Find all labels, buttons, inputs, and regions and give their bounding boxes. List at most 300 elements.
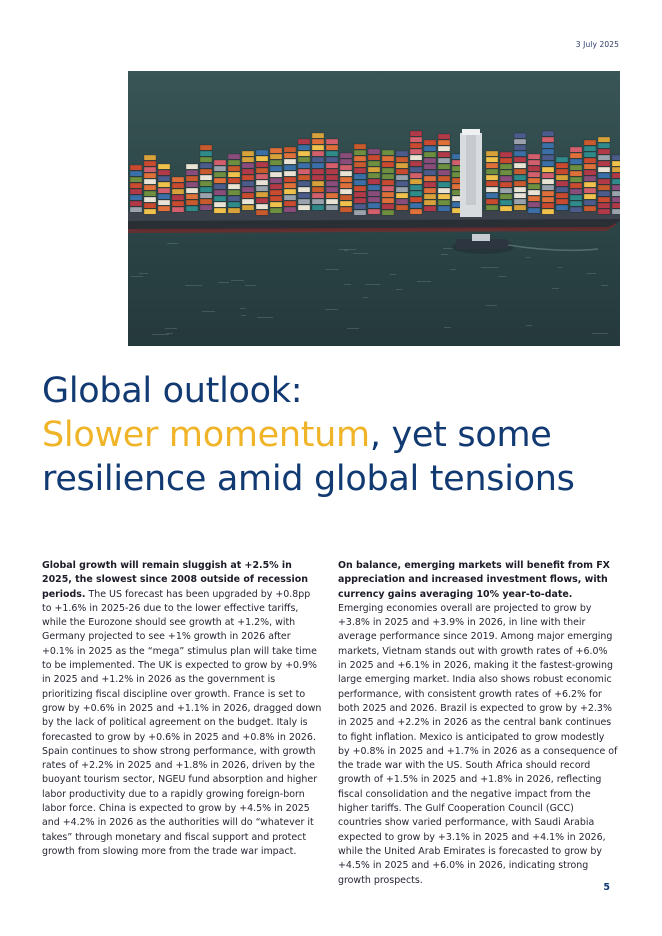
shipping-container xyxy=(298,169,310,174)
shipping-container xyxy=(382,150,394,155)
shipping-container xyxy=(542,137,554,142)
water-ripple xyxy=(390,274,396,275)
shipping-container xyxy=(410,209,422,214)
shipping-container xyxy=(214,184,226,189)
shipping-container xyxy=(158,188,170,193)
shipping-container xyxy=(242,205,254,210)
shipping-container xyxy=(312,193,324,198)
shipping-container xyxy=(410,167,422,172)
shipping-container xyxy=(144,179,156,184)
shipping-container xyxy=(130,189,142,194)
shipping-container xyxy=(556,181,568,186)
shipping-container xyxy=(340,171,352,176)
shipping-container xyxy=(270,190,282,195)
shipping-container xyxy=(284,177,296,182)
shipping-container xyxy=(424,206,436,211)
water-ripple xyxy=(586,273,596,274)
shipping-container xyxy=(172,189,184,194)
headline-line-1: Global outlook: xyxy=(42,371,303,411)
shipping-container xyxy=(528,190,540,195)
shipping-container xyxy=(270,184,282,189)
shipping-container xyxy=(410,197,422,202)
shipping-container xyxy=(214,196,226,201)
shipping-container xyxy=(200,157,212,162)
shipping-container xyxy=(256,156,268,161)
shipping-container xyxy=(242,175,254,180)
shipping-container xyxy=(368,155,380,160)
shipping-container xyxy=(598,209,610,214)
shipping-container xyxy=(228,190,240,195)
lead-sentence-right: On balance, emerging markets will benefit from FX appreciation and increased investment flows, with currency gains averaging 10% year-to-date. xyxy=(338,560,610,600)
shipping-container xyxy=(284,189,296,194)
shipping-container xyxy=(298,163,310,168)
shipping-container xyxy=(500,176,512,181)
shipping-container xyxy=(438,206,450,211)
shipping-container xyxy=(228,196,240,201)
water-ripple xyxy=(526,257,530,258)
shipping-container xyxy=(542,143,554,148)
shipping-container xyxy=(312,187,324,192)
shipping-container xyxy=(500,188,512,193)
shipping-container xyxy=(186,170,198,175)
shipping-container xyxy=(354,198,366,203)
shipping-container xyxy=(486,193,498,198)
shipping-container xyxy=(514,163,526,168)
shipping-container xyxy=(598,173,610,178)
paragraph-right xyxy=(338,559,618,888)
shipping-container xyxy=(326,187,338,192)
shipping-container xyxy=(542,149,554,154)
shipping-container xyxy=(500,158,512,163)
shipping-container xyxy=(256,186,268,191)
shipping-container xyxy=(186,164,198,169)
shipping-container xyxy=(570,183,582,188)
shipping-container xyxy=(612,209,620,214)
shipping-container xyxy=(584,146,596,151)
water-ripple xyxy=(202,311,215,312)
shipping-container xyxy=(612,167,620,172)
shipping-container xyxy=(298,187,310,192)
shipping-container xyxy=(486,187,498,192)
shipping-container xyxy=(326,151,338,156)
body-text-left: The US forecast has been upgraded by +0.8pp to +1.6% in 2025-26 due to the lower effective tariffs, while the Eurozone should see growth at +1.2%, with Germany projected to see +1% growth in 2026 after +0.1% in 2025 as the “mega” stimulus plan will take time to be implemented. The UK is expected to grow by +0.9% in 2025 and +1.2% in 2026 as the government is prioritizing fiscal discipline over growth. France is set to grow by +0.6% in 2025 and +1.1% in 2026, dragged down by the lack of political agreement on the budget. Italy is forecasted to grow by +0.6% in 2025 and +0.8% in 2026. Spain continues to show strong performance, with growth rates of +2.2% in 2025 and +1.8% in 2026, driven by the buoyant tourism sector, NGEU fund absorption and higher labor productivity due to a rapidly growing foreign-born labor force. China is expected to grow by +4.5% in 2025 and +4.2% in 2026 as the authorities will do “whatever it takes” through monetary and fiscal support and protect growth from slowing more from the trade war impact. xyxy=(42,588,322,857)
shipping-container xyxy=(570,201,582,206)
shipping-container xyxy=(256,174,268,179)
water-ripple xyxy=(218,282,229,283)
shipping-container xyxy=(298,175,310,180)
shipping-container xyxy=(270,178,282,183)
shipping-container xyxy=(130,201,142,206)
shipping-container xyxy=(438,146,450,151)
shipping-container xyxy=(368,161,380,166)
shipping-container xyxy=(368,167,380,172)
water-ripple xyxy=(526,325,532,326)
shipping-container xyxy=(312,163,324,168)
shipping-container xyxy=(172,177,184,182)
shipping-container xyxy=(312,205,324,210)
shipping-container xyxy=(584,194,596,199)
water-ripple xyxy=(165,328,177,329)
shipping-container xyxy=(242,193,254,198)
headline-line-2-rest: , yet some xyxy=(369,415,552,455)
shipping-container xyxy=(570,177,582,182)
paragraph-left xyxy=(42,559,322,859)
water-ripple xyxy=(417,281,431,282)
shipping-container xyxy=(284,159,296,164)
shipping-container xyxy=(424,170,436,175)
headline-line-2 xyxy=(42,413,622,457)
shipping-container xyxy=(598,179,610,184)
water-ripple xyxy=(552,288,559,289)
shipping-container xyxy=(424,158,436,163)
shipping-container xyxy=(270,154,282,159)
shipping-container xyxy=(598,155,610,160)
shipping-container xyxy=(228,208,240,213)
shipping-container xyxy=(130,177,142,182)
shipping-container xyxy=(256,198,268,203)
shipping-container xyxy=(396,151,408,156)
shipping-container xyxy=(542,161,554,166)
shipping-container xyxy=(340,183,352,188)
shipping-container xyxy=(542,191,554,196)
shipping-container xyxy=(312,133,324,138)
shipping-container xyxy=(500,206,512,211)
shipping-container xyxy=(486,163,498,168)
shipping-container xyxy=(424,164,436,169)
shipping-container xyxy=(382,168,394,173)
shipping-container xyxy=(612,185,620,190)
shipping-container xyxy=(368,197,380,202)
water-ripple xyxy=(486,305,497,306)
water-ripple xyxy=(444,327,451,328)
shipping-container xyxy=(340,177,352,182)
shipping-container xyxy=(270,202,282,207)
shipping-container xyxy=(158,170,170,175)
shipping-container xyxy=(228,184,240,189)
shipping-container xyxy=(424,176,436,181)
shipping-container xyxy=(514,175,526,180)
shipping-container xyxy=(200,163,212,168)
shipping-container xyxy=(228,154,240,159)
water-ripple xyxy=(339,249,356,250)
ship-bridge-top xyxy=(462,129,480,135)
body-column-left xyxy=(42,559,322,859)
shipping-container xyxy=(584,188,596,193)
shipping-container xyxy=(298,151,310,156)
shipping-container xyxy=(598,161,610,166)
shipping-container xyxy=(542,167,554,172)
shipping-container xyxy=(270,160,282,165)
shipping-container xyxy=(326,163,338,168)
shipping-container xyxy=(242,199,254,204)
shipping-container xyxy=(242,169,254,174)
shipping-container xyxy=(570,189,582,194)
shipping-container xyxy=(556,199,568,204)
shipping-container xyxy=(486,169,498,174)
shipping-container xyxy=(256,168,268,173)
shipping-container xyxy=(410,161,422,166)
shipping-container xyxy=(396,157,408,162)
shipping-container xyxy=(144,167,156,172)
water-ripple xyxy=(152,334,169,335)
shipping-container xyxy=(438,152,450,157)
shipping-container xyxy=(312,145,324,150)
shipping-container xyxy=(354,156,366,161)
shipping-container xyxy=(340,201,352,206)
shipping-container xyxy=(270,208,282,213)
shipping-container xyxy=(612,203,620,208)
shipping-container xyxy=(424,188,436,193)
shipping-container xyxy=(200,193,212,198)
shipping-container xyxy=(528,172,540,177)
shipping-container xyxy=(612,197,620,202)
shipping-container xyxy=(312,175,324,180)
shipping-container xyxy=(382,156,394,161)
shipping-container xyxy=(382,198,394,203)
shipping-container xyxy=(242,187,254,192)
shipping-container xyxy=(200,145,212,150)
shipping-container xyxy=(514,193,526,198)
water-ripple xyxy=(441,254,448,255)
shipping-container xyxy=(542,155,554,160)
shipping-container xyxy=(298,193,310,198)
shipping-container xyxy=(340,189,352,194)
hero-image-container-ship xyxy=(128,71,620,346)
shipping-container xyxy=(500,170,512,175)
shipping-container xyxy=(130,165,142,170)
shipping-container xyxy=(326,157,338,162)
shipping-container xyxy=(396,175,408,180)
shipping-container xyxy=(144,155,156,160)
shipping-container xyxy=(172,207,184,212)
shipping-container xyxy=(598,143,610,148)
shipping-container xyxy=(556,187,568,192)
shipping-container xyxy=(242,151,254,156)
shipping-container xyxy=(284,147,296,152)
shipping-container xyxy=(158,206,170,211)
shipping-container xyxy=(368,149,380,154)
shipping-container xyxy=(186,188,198,193)
shipping-container xyxy=(438,134,450,139)
shipping-container xyxy=(500,182,512,187)
shipping-container xyxy=(368,173,380,178)
shipping-container xyxy=(158,194,170,199)
shipping-container xyxy=(500,200,512,205)
shipping-container xyxy=(200,181,212,186)
shipping-container xyxy=(326,175,338,180)
shipping-container xyxy=(500,164,512,169)
shipping-container xyxy=(556,169,568,174)
shipping-container xyxy=(542,185,554,190)
shipping-container xyxy=(542,131,554,136)
shipping-container xyxy=(528,154,540,159)
shipping-container xyxy=(514,199,526,204)
shipping-container xyxy=(214,178,226,183)
water-ripple xyxy=(481,267,498,268)
shipping-container xyxy=(570,171,582,176)
shipping-container xyxy=(438,158,450,163)
shipping-container xyxy=(556,157,568,162)
shipping-container xyxy=(438,194,450,199)
shipping-container xyxy=(382,180,394,185)
shipping-container xyxy=(354,186,366,191)
water-ripple xyxy=(365,284,380,285)
shipping-container xyxy=(396,181,408,186)
shipping-container xyxy=(186,182,198,187)
shipping-container xyxy=(368,203,380,208)
shipping-container xyxy=(284,207,296,212)
shipping-container xyxy=(256,192,268,197)
shipping-container xyxy=(410,137,422,142)
body-text-right: Emerging economies overall are projected to grow by +3.8% in 2025 and +3.9% in 2026, in line with their average performance since 2019. Among major emerging markets, Vietnam stands out with growth rates of +6.0% in 2025 and +6.1% in 2026, making it the fastest-growing large emerging market. India also shows robust economic performance, with consistent growth rates of +6.2% for both 2025 and 2026. Brazil is expected to grow by +2.3% in 2025 and +2.2% in 2026 as the central bank continues to fight inflation. Mexico is anticipated to grow modestly by +0.8% in 2025 and +1.7% in 2026 as a consequence of the trade war with the US. South Africa should record growth of +1.5% in 2025 and +1.8% in 2026, reflecting fiscal consolidation and the negative impact from the higher tariffs. The Gulf Cooperation Council (GCC) countries show varied performance, with Saudi Arabia expected to grow by +3.1% in 2025 and +4.1% in 2026, while the United Arab Emirates is forecasted to grow by +4.5% in 2025 and +6.0% in 2026, indicating strong growth prospects. xyxy=(338,602,618,886)
shipping-container xyxy=(228,202,240,207)
shipping-container xyxy=(410,149,422,154)
shipping-container xyxy=(144,161,156,166)
water-ripple xyxy=(592,333,608,334)
shipping-container xyxy=(410,143,422,148)
shipping-container xyxy=(528,160,540,165)
shipping-container xyxy=(584,164,596,169)
shipping-container xyxy=(612,155,620,160)
shipping-container xyxy=(242,181,254,186)
water-ripple xyxy=(166,333,173,334)
water-ripple xyxy=(558,267,562,268)
shipping-container xyxy=(528,196,540,201)
shipping-container xyxy=(284,183,296,188)
shipping-container xyxy=(284,165,296,170)
shipping-container xyxy=(486,181,498,186)
shipping-container xyxy=(556,193,568,198)
shipping-container xyxy=(298,181,310,186)
shipping-container xyxy=(312,199,324,204)
shipping-container xyxy=(514,181,526,186)
shipping-container xyxy=(438,200,450,205)
shipping-container xyxy=(298,145,310,150)
shipping-container xyxy=(396,205,408,210)
shipping-container xyxy=(410,203,422,208)
shipping-container xyxy=(214,160,226,165)
shipping-container xyxy=(354,192,366,197)
water-ripple xyxy=(325,309,338,310)
water-ripple xyxy=(325,269,339,270)
shipping-container xyxy=(410,185,422,190)
shipping-container xyxy=(158,164,170,169)
shipping-container xyxy=(270,166,282,171)
shipping-container xyxy=(354,150,366,155)
shipping-container xyxy=(284,195,296,200)
water-ripple xyxy=(443,248,453,249)
shipping-container xyxy=(172,195,184,200)
shipping-container xyxy=(486,205,498,210)
body-column-right xyxy=(338,559,618,888)
shipping-container xyxy=(486,175,498,180)
shipping-container xyxy=(326,205,338,210)
shipping-container xyxy=(424,140,436,145)
shipping-container xyxy=(486,151,498,156)
shipping-container xyxy=(598,137,610,142)
shipping-container xyxy=(354,204,366,209)
shipping-container xyxy=(256,180,268,185)
shipping-container xyxy=(584,182,596,187)
shipping-container xyxy=(298,199,310,204)
shipping-container xyxy=(144,209,156,214)
shipping-container xyxy=(424,200,436,205)
shipping-container xyxy=(326,181,338,186)
shipping-container xyxy=(354,162,366,167)
shipping-container xyxy=(186,206,198,211)
shipping-container xyxy=(130,183,142,188)
shipping-container xyxy=(486,157,498,162)
shipping-container xyxy=(382,192,394,197)
shipping-container xyxy=(354,210,366,215)
shipping-container xyxy=(186,194,198,199)
water-ripple xyxy=(245,285,256,286)
shipping-container xyxy=(340,159,352,164)
shipping-container xyxy=(584,176,596,181)
water-ripple xyxy=(241,315,246,316)
shipping-container xyxy=(486,199,498,204)
shipping-container xyxy=(130,207,142,212)
shipping-container xyxy=(214,166,226,171)
shipping-container xyxy=(298,205,310,210)
shipping-container xyxy=(382,204,394,209)
shipping-container xyxy=(214,190,226,195)
shipping-container xyxy=(130,195,142,200)
shipping-container xyxy=(354,180,366,185)
shipping-container xyxy=(382,186,394,191)
shipping-container xyxy=(228,178,240,183)
shipping-container xyxy=(598,203,610,208)
shipping-container xyxy=(410,173,422,178)
shipping-container xyxy=(396,199,408,204)
water-ripple xyxy=(353,253,368,254)
shipping-container xyxy=(410,191,422,196)
shipping-container xyxy=(354,174,366,179)
shipping-container xyxy=(256,150,268,155)
shipping-container xyxy=(200,199,212,204)
shipping-container xyxy=(298,139,310,144)
shipping-container xyxy=(256,204,268,209)
shipping-container xyxy=(438,140,450,145)
water-ripple xyxy=(347,328,359,329)
shipping-container xyxy=(598,149,610,154)
shipping-container xyxy=(340,153,352,158)
shipping-container xyxy=(584,170,596,175)
shipping-container xyxy=(438,176,450,181)
shipping-container xyxy=(144,203,156,208)
shipping-container xyxy=(556,205,568,210)
shipping-container xyxy=(200,169,212,174)
shipping-container xyxy=(438,188,450,193)
shipping-container xyxy=(270,172,282,177)
water-ripple xyxy=(344,250,348,251)
shipping-container xyxy=(214,208,226,213)
shipping-container xyxy=(326,193,338,198)
water-ripple xyxy=(231,280,244,281)
shipping-container xyxy=(228,160,240,165)
shipping-container xyxy=(514,145,526,150)
shipping-container xyxy=(514,139,526,144)
shipping-container xyxy=(598,197,610,202)
shipping-container xyxy=(542,197,554,202)
shipping-container xyxy=(326,199,338,204)
shipping-container xyxy=(130,171,142,176)
shipping-container xyxy=(326,139,338,144)
shipping-container xyxy=(528,208,540,213)
shipping-container xyxy=(396,187,408,192)
shipping-container xyxy=(598,185,610,190)
shipping-container xyxy=(312,169,324,174)
